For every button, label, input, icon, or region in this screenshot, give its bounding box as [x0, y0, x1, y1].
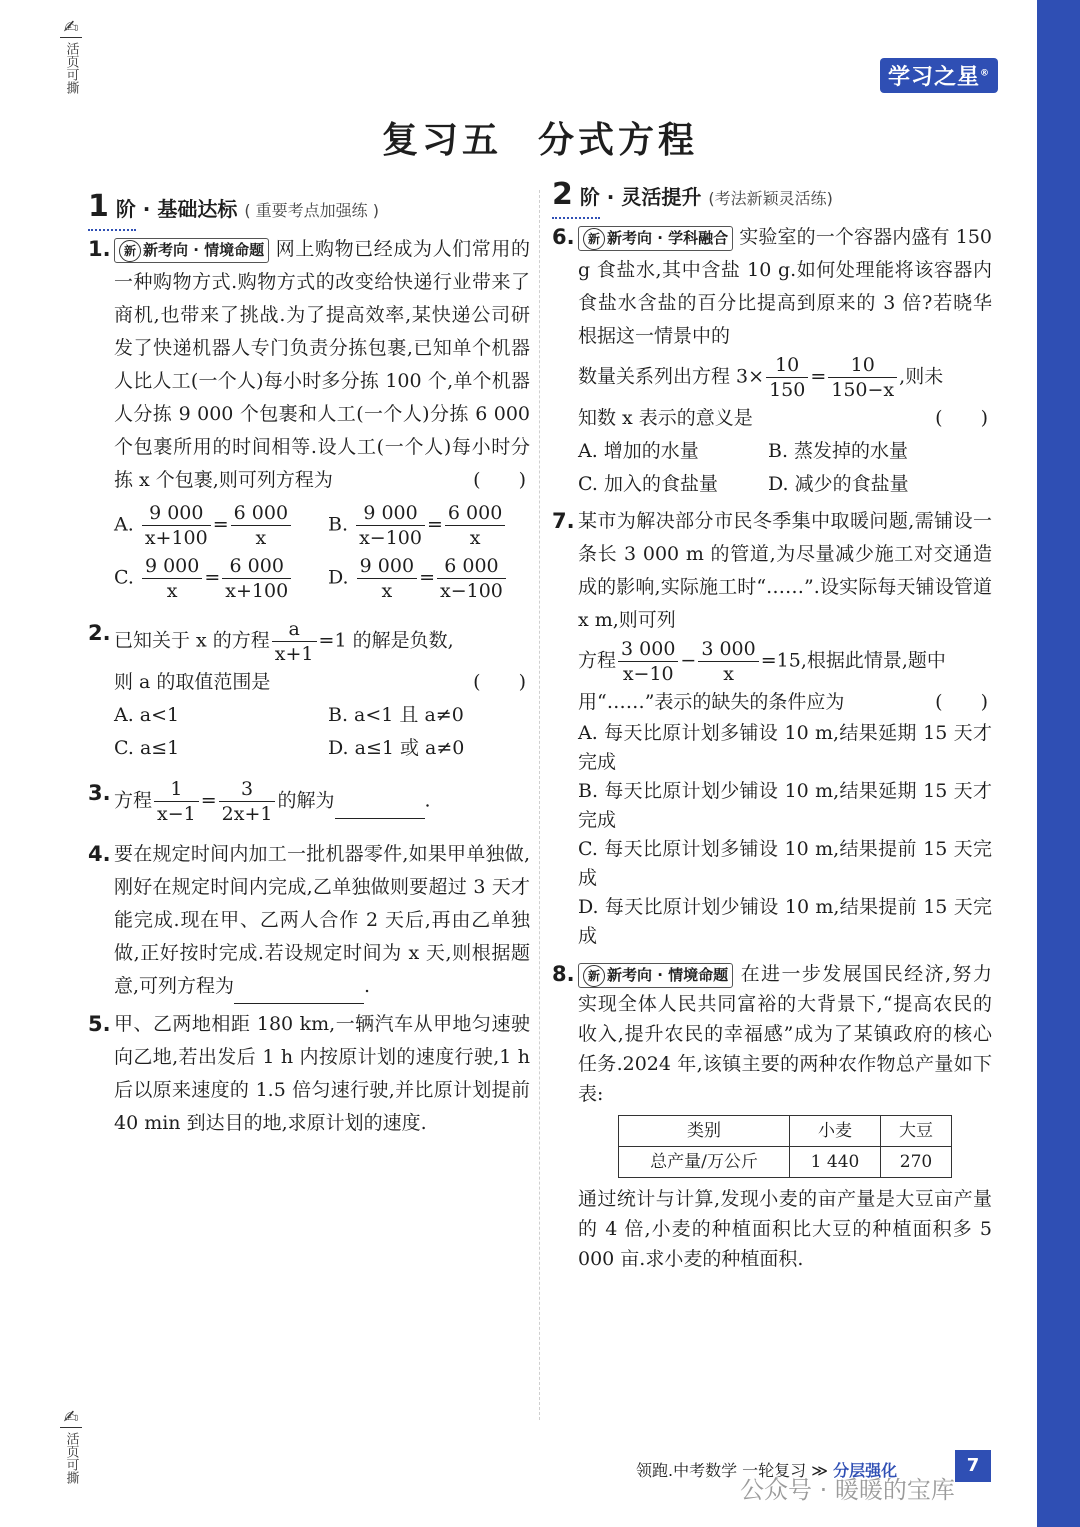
question-text: 则 a 的取值范围是	[114, 671, 271, 693]
question-text: 知数 x 表示的意义是	[578, 407, 753, 429]
numerator: 9 000	[356, 501, 425, 526]
question-text: 数量关系列出方程 3×	[578, 365, 765, 388]
tear-off-label-bottom	[56, 1407, 86, 1484]
denominator: x	[723, 663, 734, 685]
table-header: 类别	[619, 1116, 790, 1147]
question-number: 2.	[88, 621, 111, 645]
question-5	[88, 1008, 530, 1140]
table-cell: 1 440	[790, 1147, 881, 1178]
question-number: 5.	[88, 1012, 111, 1036]
numerator: 3 000	[698, 637, 758, 662]
page-title	[0, 112, 1080, 163]
numerator: 3 000	[618, 637, 678, 662]
side-color-bar	[1037, 0, 1080, 1527]
numerator: 6 000	[437, 554, 506, 579]
fraction	[222, 554, 291, 603]
question-text: ,则未	[899, 365, 944, 388]
table-row	[619, 1147, 952, 1178]
question-text: 已知关于 x 的方程	[114, 629, 270, 652]
option-label: D.	[328, 566, 349, 589]
title-part2: 分式方程	[538, 120, 699, 161]
left-column	[88, 190, 530, 1140]
numerator: 10	[828, 353, 897, 378]
section-number: 2	[552, 177, 573, 212]
fraction	[272, 617, 317, 666]
question-text: 通过统计与计算,发现小麦的亩产量是大豆亩产量的 4 倍,小麦的种植面积比大豆的种植面积多 5 000 亩.求小麦的种植面积.	[578, 1188, 992, 1270]
denominator: x	[255, 527, 267, 549]
option-c: C. a≤1	[114, 737, 180, 759]
numerator: 6 000	[445, 501, 505, 526]
section-number: 1	[88, 189, 109, 224]
punctuation: .	[424, 789, 431, 812]
tear-off-label-top	[56, 17, 86, 94]
option-a: A. a<1	[114, 704, 180, 726]
question-text: 方程	[114, 789, 153, 812]
question-3: 3. 方程 $\frac{1}{x-1}$ = $\frac{3}{2x+1}$ 的解为 .	[88, 778, 431, 825]
fraction	[437, 554, 506, 603]
question-1	[88, 233, 530, 603]
options	[578, 435, 992, 501]
right-column	[552, 178, 992, 1274]
question-number: 8.	[552, 962, 575, 986]
question-tag	[114, 238, 269, 263]
section-name: 阶 · 基础达标	[115, 197, 238, 221]
section-1-heading	[88, 190, 530, 227]
answer-paren: ( )	[935, 691, 988, 713]
question-text: 实验室的一个容器内盛有 150 g 食盐水,其中含盐 10 g.如何处理能将该容器内食盐水含盐的百分比提高到原来的 3 倍?若晓华根据这一情景中的	[578, 226, 992, 347]
punctuation: .	[364, 975, 371, 997]
fraction	[618, 637, 678, 686]
brand-logo: 学习之星®	[880, 58, 998, 93]
question-2	[88, 617, 530, 765]
option-d: D. 每天比原计划少铺设 10 m,结果提前 15 天完成	[578, 896, 992, 947]
option-a: A. 每天比原计划多铺设 10 m,结果延期 15 天才完成	[578, 722, 992, 773]
tag-text: 新考向 · 情境命题	[607, 966, 729, 984]
section-subtitle: ( 重要考点加强练 )	[244, 201, 380, 220]
fraction	[698, 637, 758, 686]
option-b: B. $\frac{9 000}{x-100}$ = $\frac{6 000}{x}$	[328, 501, 542, 554]
numerator: 6 000	[222, 554, 291, 579]
denominator: x	[381, 580, 393, 602]
answer-blank[interactable]	[335, 785, 425, 819]
fraction	[231, 501, 291, 550]
fraction	[357, 554, 417, 603]
option-d: D. a≤1 或 a≠0	[328, 737, 465, 759]
denominator: x−10	[622, 663, 674, 685]
table-header: 大豆	[881, 1116, 952, 1147]
denominator: x−100	[359, 527, 422, 549]
numerator: 3	[219, 777, 276, 802]
question-text: 在进一步发展国民经济,努力实现全体人民共同富裕的大背景下,“提高农民的收入,提升农民的幸福感”成为了某镇政府的核心任务.2024 年,该镇主要的两种农作物总产量如下表:	[578, 963, 992, 1105]
question-number: 3.	[88, 781, 111, 805]
answer-paren: ( )	[935, 407, 988, 429]
fraction	[766, 353, 808, 402]
question-4	[88, 838, 530, 1004]
option-b: B. 每天比原计划少铺设 10 m,结果延期 15 天才完成	[578, 780, 992, 831]
question-number: 4.	[88, 842, 111, 866]
scissors-hand-icon: ✍	[63, 1407, 79, 1428]
numerator: 10	[766, 353, 808, 378]
question-text: 方程	[578, 649, 617, 672]
question-tag	[578, 226, 733, 251]
numerator: 6 000	[231, 501, 291, 526]
fraction	[142, 501, 211, 550]
options	[114, 699, 530, 765]
options	[114, 501, 530, 603]
denominator: x−1	[157, 803, 196, 825]
column-divider	[539, 190, 540, 1420]
option-label: C.	[114, 566, 134, 589]
answer-blank[interactable]	[234, 970, 364, 1004]
new-badge-icon: 新	[583, 965, 605, 987]
question-tag	[578, 963, 733, 988]
question-text: 甲、乙两地相距 180 km,一辆汽车从甲地匀速驶向乙地,若出发后 1 h 内按原计划的速度行驶,1 h 后以原来速度的 1.5 倍匀速行驶,并比原计划提前 40 min 到达目的地,求原计划的速度.	[114, 1013, 530, 1134]
table-header-row	[619, 1116, 952, 1147]
option-c: C. $\frac{9 000}{x}$ = $\frac{6 000}{x+100}$	[114, 554, 328, 603]
tag-text: 新考向 · 情境命题	[143, 241, 265, 259]
numerator: 9 000	[142, 501, 211, 526]
question-text: 某市为解决部分市民冬季集中取暖问题,需铺设一条长 3 000 m 的管道,为尽量减少施工对交通造成的影响,实际施工时“……”.设实际每天铺设管道 x m,则可列	[578, 510, 992, 631]
denominator: 150−x	[831, 379, 895, 401]
tear-label-text: 活页可撕	[63, 1432, 79, 1484]
question-text: 网上购物已经成为人们常用的一种购物方式.购物方式的改变给快递行业带来了商机,也带来了挑战.为了提高效率,某快递公司研发了快递机器人专门负责分拣包裹,已知单个机器人比人工(一个人)每小时多分拣 100 个,单个机器人分拣 9 000 个包裹和人工(一个人)分拣 6 000 个包裹所用的时间相等.设人工(一个人)每小时分拣 x 个包裹,则可列方程为	[114, 238, 530, 491]
numerator: 1	[154, 777, 199, 802]
option-label: B.	[328, 513, 349, 536]
title-part1: 复习五	[381, 120, 502, 161]
options	[578, 719, 992, 951]
section-2-heading	[552, 178, 992, 215]
denominator: x+1	[274, 643, 314, 665]
new-badge-icon: 新	[119, 240, 141, 262]
question-text: =15,根据此情景,题中	[760, 649, 946, 672]
denominator: 150	[769, 379, 806, 401]
numerator: 9 000	[142, 554, 202, 579]
question-text: =1 的解是负数,	[318, 629, 454, 652]
denominator: x+100	[225, 580, 289, 602]
option-a: A. 增加的水量	[578, 440, 699, 462]
numerator: 9 000	[357, 554, 417, 579]
fraction	[356, 501, 425, 550]
question-8	[552, 959, 992, 1274]
table-cell: 总产量/万公斤	[619, 1147, 790, 1178]
fraction	[445, 501, 505, 550]
question-text: 要在规定时间内加工一批机器零件,如果甲单独做,刚好在规定时间内完成,乙单独做则要超过 3 天才能完成.现在甲、乙两人合作 2 天后,再由乙单独做,正好按时完成.若设规定时间为 x 天,则根据题意,可列方程为	[114, 843, 530, 997]
denominator: x−100	[439, 580, 503, 602]
option-c: C. 每天比原计划多铺设 10 m,结果提前 15 天完成	[578, 838, 992, 889]
table-cell: 270	[881, 1147, 952, 1178]
question-text: 用“……”表示的缺失的条件应为	[578, 691, 845, 713]
tag-text: 新考向 · 学科融合	[607, 229, 729, 247]
option-d: D. $\frac{9 000}{x}$ = $\frac{6 000}{x-100}$	[328, 554, 542, 603]
question-number: 6.	[552, 225, 575, 249]
option-d: D. 减少的食盐量	[768, 473, 909, 495]
question-number: 7.	[552, 509, 575, 533]
option-b: B. a<1 且 a≠0	[328, 704, 464, 726]
tear-label-text: 活页可撕	[63, 42, 79, 94]
question-6: 6. 新 新考向 · 学科融合 实验室的一个容器内盛有 150 g 食盐水,其中含盐 10 g.如何处理能将该容器内食盐水含盐的百分比提高到原来的 3 倍?若晓华根据这一情景中的 数量关系列出方程 3× $\frac{10}{150}$ = $\frac{10}{150-x}$ ,则未 知数 x 表示的意义是 ( ) A. 增加的水量 B. 蒸发掉的水量 C. 加入的食盐量 D. 减少的食盐量	[552, 221, 992, 501]
watermark-text: 公众号 · 暖暖的宝库	[740, 1476, 955, 1504]
fraction	[142, 554, 202, 603]
section-name: 阶 · 灵活提升	[579, 185, 702, 209]
footer-book-title: 领跑.中考数学 一轮复习 ≫	[636, 1461, 829, 1480]
fraction	[219, 777, 276, 826]
table-header: 小麦	[790, 1116, 881, 1147]
footer-highlight: 分层强化	[833, 1461, 898, 1480]
answer-paren: ( )	[473, 469, 526, 491]
denominator: 2x+1	[221, 803, 273, 825]
page-number: 7	[955, 1450, 991, 1482]
numerator: a	[272, 617, 317, 642]
answer-paren: ( )	[473, 671, 526, 693]
question-number: 1.	[88, 237, 111, 261]
option-label: A.	[114, 513, 134, 536]
option-c: C. 加入的食盐量	[578, 473, 718, 495]
question-7: 7. 某市为解决部分市民冬季集中取暖问题,需铺设一条长 3 000 m 的管道,为尽量减少施工对交通造成的影响,实际施工时“……”.设实际每天铺设管道 x m,则可列 方程 $\frac{3 000}{x-10}$ − $\frac{3 000}{x}$ =15,根据此情景,题中 用“……”表示的缺失的条件应为 ( ) A. 每天比原计划多铺设 10 m,结果延期 15 天才完成 B. 每天比原计划少铺设 10 m,结果延期 15 天才完成 C. 每天比原计划多铺设 10 m,结果提前 15 天完成 D. 每天比原计划少铺设 10 m,结果提前 15 天完成	[552, 505, 992, 951]
option-a: A. $\frac{9 000}{x+100}$ = $\frac{6 000}{x}$	[114, 501, 328, 550]
denominator: x	[166, 580, 178, 602]
fraction	[828, 353, 897, 402]
denominator: x+100	[144, 527, 208, 549]
section-subtitle: (考法新颖灵活练)	[708, 189, 833, 208]
question-text: 的解为	[277, 789, 335, 812]
new-badge-icon: 新	[583, 228, 605, 250]
fraction	[154, 777, 199, 826]
scissors-hand-icon: ✍	[63, 17, 79, 38]
denominator: x	[469, 527, 481, 549]
production-table	[618, 1115, 952, 1178]
logo-text: 学习之星	[888, 65, 981, 90]
option-b: B. 蒸发掉的水量	[768, 440, 909, 462]
